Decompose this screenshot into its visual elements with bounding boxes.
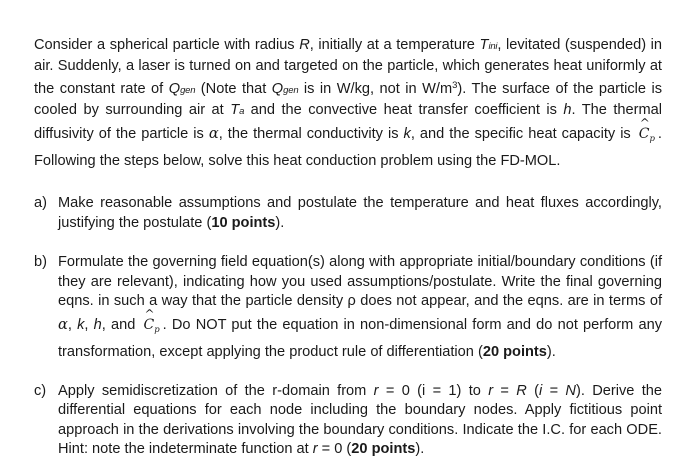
- var-alpha: α: [58, 315, 68, 333]
- part-a: a) Make reasonable assumptions and postulate the temperature and heat fluxes accordingly, justifying the postulate (10 points).: [34, 194, 662, 231]
- part-c: c) Apply semidiscretization of the r-domain from r = 0 (i = 1) to r = R (i = N). Derive the differential equations for each node including the boundary nodes. Apply fictitious point approach in the derivations involving the boundary conditions. Indicate the I.C. for each ODE. Hint: note the indeterminate function at r = 0 (20 points).: [34, 382, 662, 458]
- part-b-points: 20 points: [482, 343, 547, 360]
- part-b: b) Formulate the governing field equation(s) along with appropriate initial/boundary conditions (if they are relevant), indicating how you used assumptions/postulate. Write the final governing eqns. in such a way that the particle density ρ does not appear, and the eqns. are in terms of α, k, h, and ^ $C_p$ . Do NOT put the equation in non-dimensional form and do not perform any transformation, except applying the product rule of differentiation (20 points).: [34, 254, 663, 360]
- var-k: k: [403, 126, 411, 143]
- var-h: h: [93, 316, 102, 333]
- var-T-ini: Tini: [479, 37, 498, 53]
- var-R: R: [299, 37, 310, 53]
- var-T-a: Ta: [230, 101, 245, 118]
- var-cp-hat: ^ $C_p$: [638, 116, 655, 145]
- part-a-points: 10 points: [211, 214, 276, 231]
- part-a-label: a): [34, 194, 47, 211]
- part-c-label: c): [34, 382, 47, 399]
- problem-document: [34, 36, 662, 460]
- var-Q-gen: Qgen: [168, 81, 196, 98]
- var-cp-hat: ^ $C_p$: [143, 306, 160, 335]
- var-alpha: α: [208, 125, 219, 143]
- part-c-points: 20 points: [351, 441, 416, 458]
- var-Q-gen: Qgen: [271, 81, 299, 98]
- problem-intro: Consider a spherical particle with radius R, initially at a temperature Tini, levitated (suspended) in air. Suddenly, a laser is turned on and targeted on the particle, which generates heat uniformly at the constant rate of Qgen (Note that Qgen is in W/kg, not in $W/m^3$). The surface of the particle is cooled by surrounding air at Ta and the convective heat transfer coefficient is h. The thermal diffusivity of the particle is α, the thermal conductivity is k, and the specific heat capacity is ^ $C_p$ . Following the steps below, solve this heat conduction problem using the FD-MOL.: [34, 37, 663, 170]
- part-b-label: b): [34, 254, 47, 271]
- var-k: k: [77, 316, 85, 333]
- var-h: h: [563, 101, 572, 118]
